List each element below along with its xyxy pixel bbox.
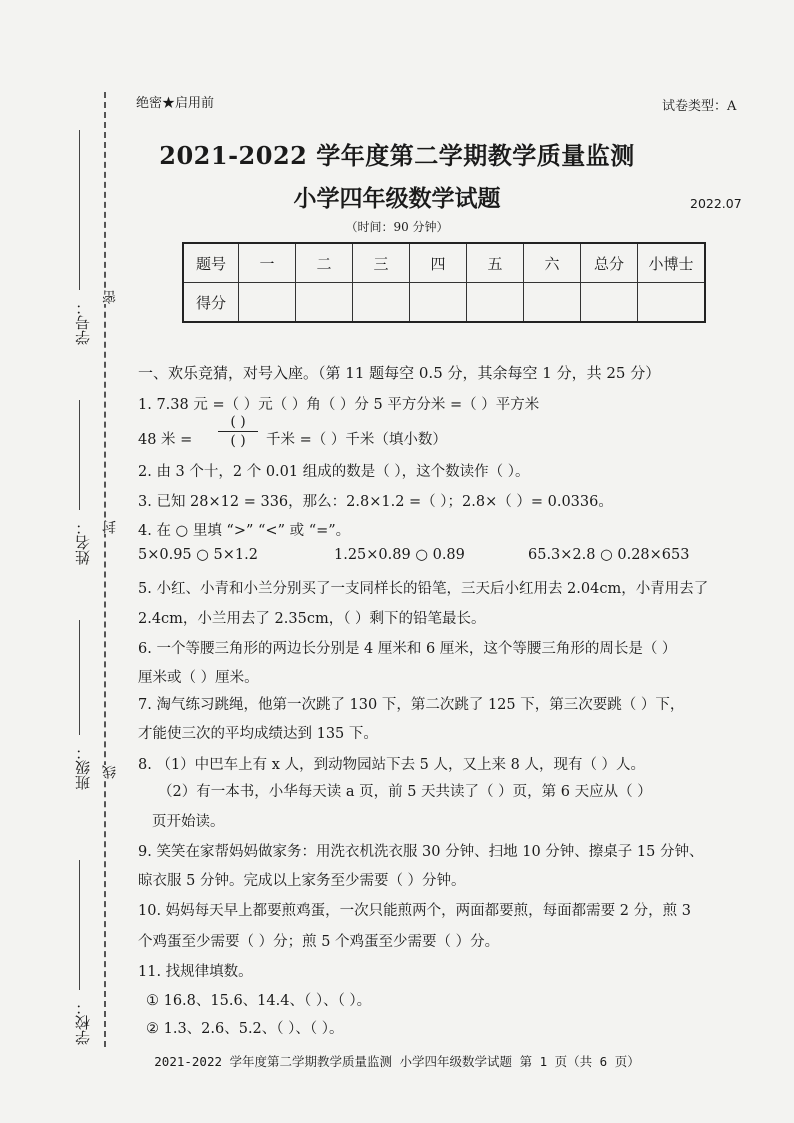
question-7-line-1: 7. 淘气练习跳绳，他第一次跳了 130 下，第二次跳了 125 下，第三次要跳（ ）下， [138, 697, 685, 713]
paper-type: 试卷类型：A [662, 99, 737, 114]
question-4: 4. 在 ○ 里填 “>” “<” 或 “=”。 [138, 523, 351, 539]
question-8-line-3: 页开始读。 [152, 814, 225, 830]
score-cell[interactable] [239, 283, 296, 323]
score-header-cell: 六 [524, 243, 581, 283]
question-11: 11. 找规律填数。 [138, 964, 253, 980]
question-6-line-1: 6. 一个等腰三角形的两边长分别是 4 厘米和 6 厘米，这个等腰三角形的周长是（ ） [138, 641, 677, 657]
score-header-cell: 二 [296, 243, 353, 283]
school-line [79, 860, 80, 990]
score-header-cell: 五 [467, 243, 524, 283]
time-note: （时间：90 分钟） [345, 220, 449, 234]
score-cell[interactable] [353, 283, 410, 323]
question-8-line-1: 8. （1）中巴车上有 x 人，到动物园站下去 5 人，又上来 8 人，现有（ ）人。 [138, 757, 646, 773]
score-header-cell: 四 [410, 243, 467, 283]
fraction-bar [218, 431, 258, 432]
score-header-cell: 三 [353, 243, 410, 283]
fraction-denominator[interactable]: ( ) [230, 433, 246, 449]
seal-char-xian: 线 [102, 765, 118, 779]
page-subtitle: 小学四年级数学试题 [293, 185, 501, 212]
score-table-header-row [183, 243, 705, 283]
question-1-line-1: 1. 7.38 元 =（ ）元（ ）角（ ）分 5 平方分米 =（ ）平方米 [138, 397, 540, 413]
page-footer: 2021-2022 学年度第二学期教学质量监测 小学四年级数学试题 第 1 页（共 6 页） [154, 1054, 640, 1069]
question-4-item-3: 65.3×2.8 ○ 0.28×653 [528, 547, 690, 563]
score-row-label: 得分 [183, 283, 239, 323]
name-label: 姓名： [74, 520, 92, 565]
score-header-cell: 一 [239, 243, 296, 283]
score-table [182, 242, 706, 323]
question-9-line-2: 晾衣服 5 分钟。完成以上家务至少需要（ ）分钟。 [138, 873, 466, 889]
question-1-line-2-left: 48 米 = [138, 432, 193, 448]
question-5-line-1: 5. 小红、小青和小兰分别买了一支同样长的铅笔，三天后小红用去 2.04cm，小青用去了 [138, 581, 709, 597]
score-table-score-row [183, 283, 705, 323]
page-title: 2021-2022 学年度第二学期教学质量监测 [159, 141, 635, 170]
score-cell[interactable] [524, 283, 581, 323]
question-4-item-1: 5×0.95 ○ 5×1.2 [138, 547, 258, 563]
score-cell[interactable] [581, 283, 638, 323]
score-header-cell: 总分 [581, 243, 638, 283]
question-2: 2. 由 3 个十，2 个 0.01 组成的数是（ ），这个数读作（ ）。 [138, 464, 530, 480]
score-header-cell: 小博士 [638, 243, 706, 283]
score-cell[interactable] [410, 283, 467, 323]
question-9-line-1: 9. 笑笑在家帮妈妈做家务：用洗衣机洗衣服 30 分钟、扫地 10 分钟、擦桌子 15 分钟、 [138, 844, 704, 860]
fraction-blank [218, 414, 258, 449]
question-10-line-2: 个鸡蛋至少需要（ ）分；煎 5 个鸡蛋至少需要（ ）分。 [138, 934, 500, 950]
question-7-line-2: 才能使三次的平均成绩达到 135 下。 [138, 726, 378, 742]
question-1-line-2-right: 千米 =（ ）千米（填小数） [266, 432, 447, 448]
class-label: 班级： [74, 745, 92, 790]
score-cell[interactable] [467, 283, 524, 323]
score-header-cell: 题号 [183, 243, 239, 283]
name-line [79, 400, 80, 510]
score-cell[interactable] [296, 283, 353, 323]
question-4-item-2: 1.25×0.89 ○ 0.89 [334, 547, 465, 563]
question-6-line-2: 厘米或（ ）厘米。 [138, 670, 259, 686]
class-line [79, 620, 80, 735]
question-8-line-2: （2）有一本书，小华每天读 a 页，前 5 天共读了（ ）页，第 6 天应从（ ） [158, 784, 652, 800]
question-5-line-2: 2.4cm，小兰用去了 2.35cm，（ ）剩下的铅笔最长。 [138, 611, 486, 627]
school-label: 学校： [74, 1000, 92, 1045]
question-3: 3. 已知 28×12 = 336，那么：2.8×1.2 =（ ）；2.8×（ ）= 0.0336。 [138, 494, 613, 510]
question-11-sequence-1: ① 16.8、15.6、14.4、（ ）、（ ）。 [146, 993, 372, 1009]
score-cell[interactable] [638, 283, 706, 323]
binding-dashed-line [104, 92, 106, 1047]
student-id-label: 学号： [74, 300, 92, 345]
seal-char-feng: 封 [102, 520, 118, 534]
fraction-numerator[interactable]: ( ) [230, 414, 246, 430]
confidential-mark: 绝密★启用前 [136, 96, 215, 111]
exam-date: 2022.07 [690, 196, 742, 211]
question-11-sequence-2: ② 1.3、2.6、5.2、（ ）、（ ）。 [146, 1021, 344, 1037]
section-heading: 一、欢乐竞猜，对号入座。（第 11 题每空 0.5 分，其余每空 1 分，共 25 分） [138, 364, 661, 382]
seal-char-mi: 密 [102, 290, 118, 304]
question-10-line-1: 10. 妈妈每天早上都要煎鸡蛋，一次只能煎两个，两面都要煎，每面都需要 2 分，煎 3 [138, 903, 691, 919]
